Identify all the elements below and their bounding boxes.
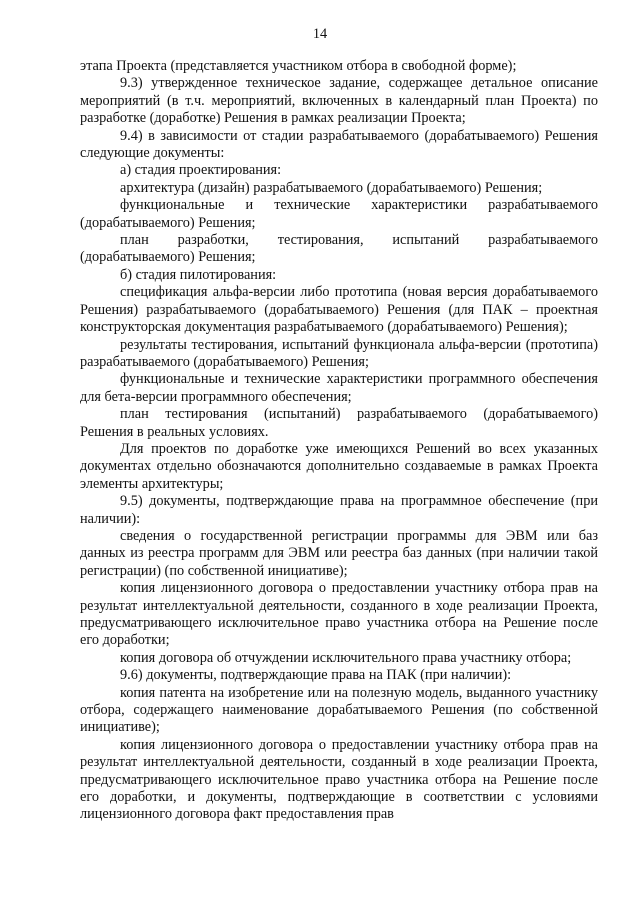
paragraph-license-copy-pak: копия лицензионного договора о предоставлении участнику отбора прав на результат интеллектуальной деятельности, созданный в ходе реализации Проекта, предусматривающего исключительное право участника отбора на Решение после его доработки, и документы, подтверждающие в соответствии с условиями лицензионного договора факт предоставления прав: [80, 736, 598, 823]
paragraph-continuation: этапа Проекта (представляется участником отбора в свободной форме);: [80, 58, 517, 74]
paragraph-alienation-contract: копия договора об отчуждении исключительного права участнику отбора;: [120, 649, 572, 666]
paragraph-test-plan: план тестирования (испытаний) разрабатываемого (дорабатываемого) Решения в реальных условиях.: [80, 406, 598, 440]
page-number: 14: [312, 26, 328, 42]
paragraph-stage-design: а) стадия проектирования:: [120, 162, 282, 179]
paragraph-alpha-specification: спецификация альфа-версии либо прототипа (новая версия дорабатываемого Решения) разрабатываемого (дорабатываемого) Решения (для ПАК – проектная конструкторская документация разрабатываемого (дорабатываемого) Решения);: [80, 284, 598, 336]
paragraph-9-6: 9.6) документы, подтверждающие права на ПАК (при наличии):: [120, 667, 512, 684]
paragraph-characteristics: функциональные и технические характеристики разрабатываемого (дорабатываемого) Решения;: [80, 197, 598, 231]
paragraph-patent-copy: копия патента на изобретение или на полезную модель, выданного участнику отбора, содержащего наименование дорабатываемого Решения (по собственной инициативе);: [80, 684, 598, 736]
paragraph-test-results: результаты тестирования, испытаний функционала альфа-версии (прототипа) разрабатываемого (дорабатываемого) Решения;: [80, 336, 598, 370]
paragraph-existing-solutions: Для проектов по доработке уже имеющихся Решений во всех указанных документах отдельно обозначаются дополнительно создаваемые в рамках Проекта элементы архитектуры;: [80, 440, 598, 492]
paragraph-architecture: архитектура (дизайн) разрабатываемого (дорабатываемого) Решения;: [120, 179, 543, 196]
paragraph-9-3: 9.3) утвержденное техническое задание, содержащее детальное описание мероприятий (в т.ч. мероприятий, включенных в календарный план Проекта) по разработке (доработке) Решения в рамках реализации Проекта;: [80, 75, 598, 127]
paragraph-license-copy: копия лицензионного договора о предоставлении участнику отбора прав на результат интеллектуальной деятельности, созданного в ходе реализации Проекта, предусматривающего исключительное право участника отбора на Решение после его доработки;: [80, 580, 598, 649]
paragraph-registration-info: сведения о государственной регистрации программы для ЭВМ или баз данных из реестра программ для ЭВМ или реестра баз данных (при наличии такой регистрации) (по собственной инициативе);: [80, 527, 598, 579]
paragraph-9-5: 9.5) документы, подтверждающие права на программное обеспечение (при наличии):: [80, 493, 598, 527]
paragraph-9-4: 9.4) в зависимости от стадии разрабатываемого (дорабатываемого) Решения следующие документы:: [80, 127, 598, 162]
paragraph-stage-piloting: б) стадия пилотирования:: [120, 266, 277, 283]
paragraph-development-plan: план разработки, тестирования, испытаний разрабатываемого (дорабатываемого) Решения;: [80, 232, 598, 266]
document-body: [80, 58, 598, 824]
paragraph-beta-characteristics: функциональные и технические характеристики программного обеспечения для бета-версии программного обеспечения;: [80, 371, 598, 405]
